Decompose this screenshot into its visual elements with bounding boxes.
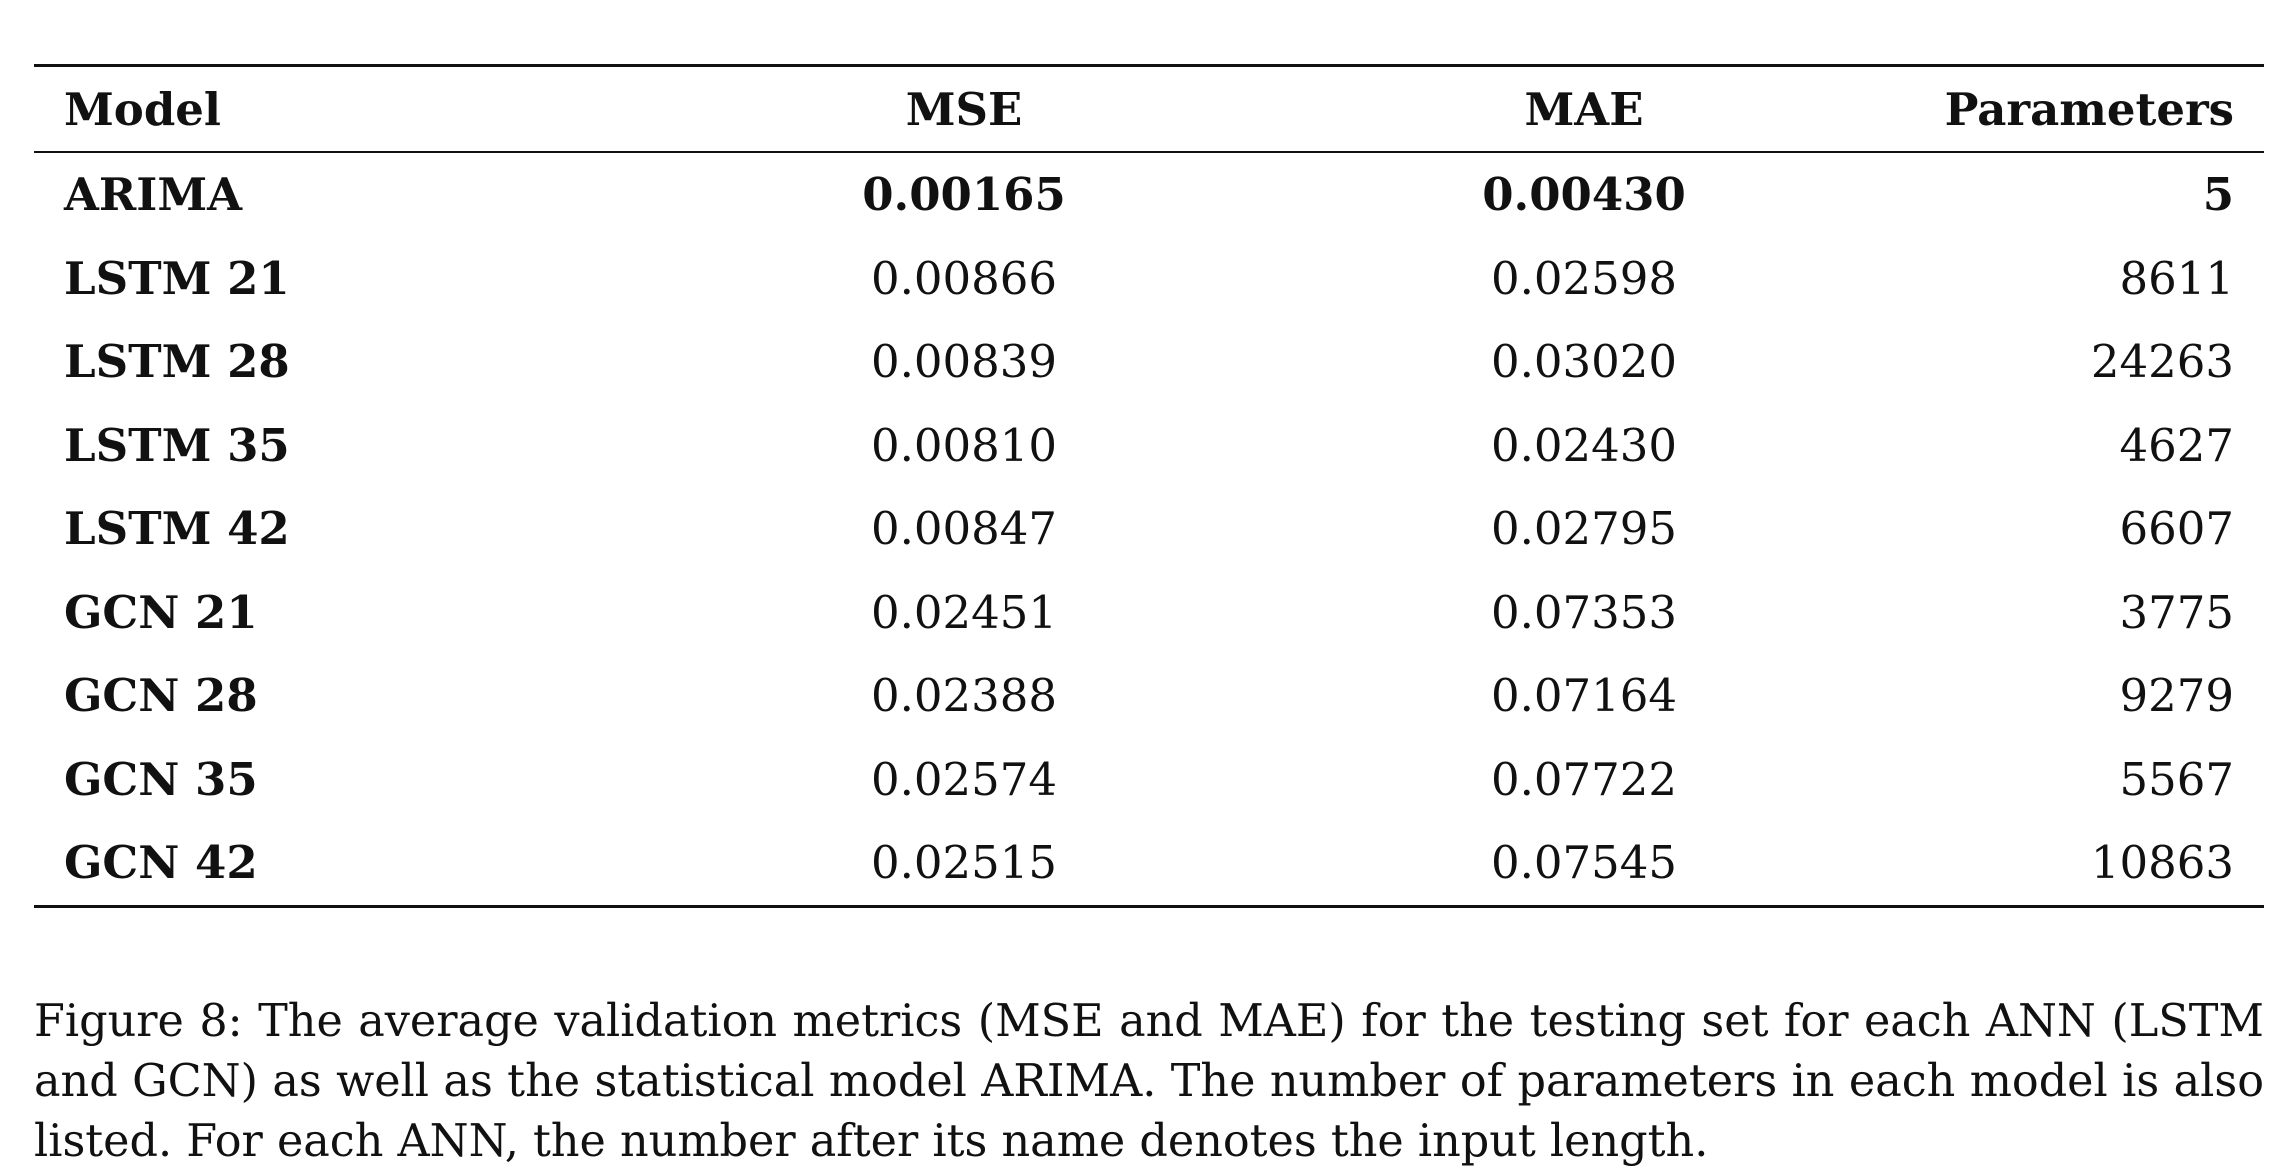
- mae-cell: 0.03020: [1490, 335, 1678, 389]
- mse-cell: 0.02388: [870, 669, 1058, 723]
- header-mae: MAE: [1524, 82, 1644, 136]
- parameters-cell: 9279: [2119, 669, 2234, 723]
- parameters-cell: 3775: [2119, 585, 2234, 639]
- model-cell: GCN 21: [64, 585, 258, 639]
- parameters-cell: 8611: [2119, 251, 2234, 305]
- parameters-cell: 24263: [2090, 335, 2234, 389]
- table-row: [34, 152, 2264, 237]
- results-table: [34, 64, 2264, 908]
- header-parameters: Parameters: [1944, 82, 2234, 136]
- table-row: [34, 237, 2264, 321]
- mae-cell: 0.00430: [1482, 168, 1686, 222]
- model-cell: GCN 28: [64, 669, 258, 723]
- model-cell: GCN 42: [64, 836, 258, 890]
- mae-cell: 0.07164: [1490, 669, 1678, 723]
- mae-cell: 0.07353: [1490, 585, 1678, 639]
- table-row: [34, 821, 2264, 906]
- model-cell: LSTM 35: [64, 418, 290, 472]
- mae-cell: 0.02795: [1490, 502, 1678, 556]
- mse-cell: 0.00847: [870, 502, 1058, 556]
- mse-cell: 0.02574: [870, 752, 1058, 806]
- table-row: [34, 404, 2264, 488]
- mse-cell: 0.02515: [870, 836, 1058, 890]
- model-cell: LSTM 28: [64, 335, 290, 389]
- table-header-row: [34, 66, 2264, 153]
- table-row: [34, 487, 2264, 571]
- mae-cell: 0.07722: [1490, 752, 1678, 806]
- parameters-cell: 6607: [2119, 502, 2234, 556]
- model-cell: GCN 35: [64, 752, 258, 806]
- header-mse: MSE: [905, 82, 1023, 136]
- table-row: [34, 654, 2264, 738]
- parameters-cell: 5567: [2119, 752, 2234, 806]
- mse-cell: 0.02451: [870, 585, 1058, 639]
- mse-cell: 0.00810: [870, 418, 1058, 472]
- mae-cell: 0.07545: [1490, 836, 1678, 890]
- header-model: Model: [64, 82, 222, 136]
- table-row: [34, 320, 2264, 404]
- mae-cell: 0.02430: [1490, 418, 1678, 472]
- model-cell: ARIMA: [64, 168, 243, 222]
- figure-caption: Figure 8: The average validation metrics (MSE and MAE) for the testing set for each ANN (LSTM and GCN) as well as the statistical model ARIMA. The number of parameters in each model is also listed. For each ANN, the number after its name denotes the input length.: [34, 995, 2264, 1167]
- parameters-cell: 5: [2202, 168, 2234, 222]
- mse-cell: 0.00165: [862, 168, 1066, 222]
- table-row: [34, 738, 2264, 822]
- parameters-cell: 4627: [2119, 418, 2234, 472]
- mse-cell: 0.00839: [870, 335, 1058, 389]
- mse-cell: 0.00866: [870, 251, 1058, 305]
- results-table-container: [34, 64, 2264, 908]
- model-cell: LSTM 21: [64, 251, 290, 305]
- mae-cell: 0.02598: [1490, 251, 1678, 305]
- model-cell: LSTM 42: [64, 502, 290, 556]
- parameters-cell: 10863: [2090, 836, 2234, 890]
- table-row: [34, 571, 2264, 655]
